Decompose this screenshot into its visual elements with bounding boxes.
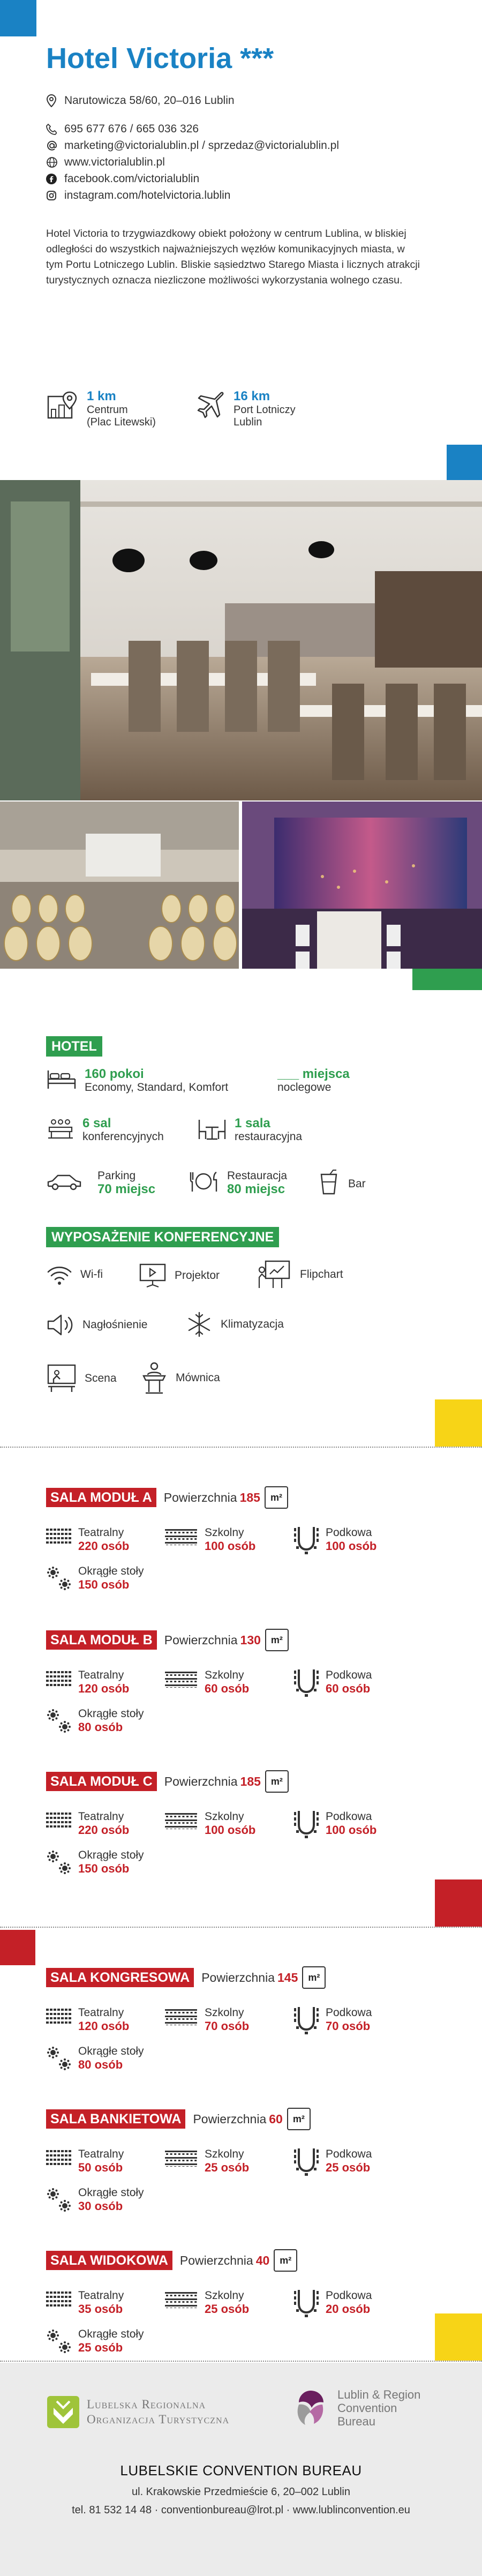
school-label: Szkolny [205,2289,244,2302]
school-label: Szkolny [205,1669,244,1681]
beds-feature [277,1067,350,1094]
wifi-item [46,1262,103,1287]
stage-item [46,1363,117,1394]
school-label: Szkolny [205,1526,244,1539]
distance-value: 1 km [87,389,116,403]
school-capacity [165,2147,249,2175]
round-tables-icon [46,1849,72,1875]
school-label: Szkolny [205,1810,244,1823]
conference-feature [46,1117,164,1144]
divider [0,2361,482,2362]
theatre-seating-icon [46,1669,72,1688]
divider [0,1447,482,1448]
horseshoe-label: Podkowa [326,2148,372,2160]
round-tables-capacity [46,2327,144,2355]
round-label: Okrągłe stoły [78,2045,144,2057]
globe-icon [46,156,64,168]
school-seating-icon [165,1669,198,1688]
horseshoe-seating-icon [293,2288,319,2318]
footer-address: ul. Krakowskie Przedmieście 6, 20–002 Lublin [132,2486,350,2498]
theatre-capacity [46,1526,129,1553]
round-tables-capacity [46,1707,144,1734]
stage-icon [46,1363,77,1394]
sound-item [46,1313,147,1337]
area-value: 185 [239,1490,260,1504]
bar-label: Bar [348,1178,366,1190]
address-row [46,92,339,109]
phone-text[interactable]: 695 677 676 / 665 036 326 [64,122,199,135]
area-label: Powierzchnia [193,2111,267,2126]
instagram-text[interactable]: instagram.com/hotelvictoria.lublin [64,189,231,201]
school-label: Szkolny [205,2006,244,2019]
aircon-label: Klimatyzacja [221,1318,284,1330]
hall-header [46,1629,289,1651]
flipchart-item [257,1259,343,1290]
lrot-logo-icon [46,2395,80,2429]
horseshoe-label: Podkowa [326,1669,372,1681]
theatre-capacity [46,1810,129,1837]
round-value: 80 osób [78,2058,123,2071]
parking-label: Parking [97,1170,136,1182]
restaurant-hall-text: restauracyjna [235,1130,303,1143]
theatre-value: 220 osób [78,1539,130,1553]
horseshoe-value: 25 osób [326,2161,371,2174]
distance-label: Port Lotniczy [234,404,296,416]
rooms-text: Economy, Standard, Komfort [85,1081,229,1094]
horseshoe-capacity [293,2145,372,2176]
theatre-label: Teatralny [78,2289,124,2302]
horseshoe-value: 20 osób [326,2302,371,2316]
facebook-row [46,170,339,187]
divider [0,1927,482,1928]
square-meter-icon: m² [265,1770,289,1793]
blue-square [447,445,482,480]
school-value: 25 osób [205,2302,250,2316]
round-value: 150 osób [78,1862,130,1875]
theatre-seating-icon [46,2007,72,2025]
snowflake-icon [185,1311,213,1338]
lrot-name-line2: Organizacja Turystyczna [87,2413,230,2426]
horseshoe-capacity [293,2004,372,2035]
horseshoe-capacity [293,1524,376,1555]
distance-label: (Plac Litewski) [87,416,156,428]
flipchart-label: Flipchart [300,1268,343,1280]
horseshoe-value: 100 osób [326,1539,377,1553]
website-text[interactable]: www.victorialublin.pl [64,155,165,168]
speaker-icon [46,1313,75,1337]
phone-icon [46,123,64,135]
footer-contact[interactable]: tel. 81 532 14 48 · conventionbureau@lrot.pl · www.lublinconvention.eu [72,2504,410,2516]
horseshoe-label: Podkowa [326,1810,372,1823]
restaurant-feature [187,1169,287,1197]
plate-cutlery-icon [187,1169,219,1197]
beds-text: noclegowe [277,1081,332,1094]
hall-header [46,1486,288,1509]
square-meter-icon: m² [302,1966,326,1989]
projector-item [138,1262,220,1289]
school-value: 100 osób [205,1539,256,1553]
horseshoe-value: 70 osób [326,2019,371,2033]
flipchart-icon [257,1259,292,1290]
area-value: 185 [240,1774,261,1788]
footer [0,2363,482,2576]
banquet-room-photo [242,802,482,969]
address-text: Narutowicza 58/60, 20–016 Lublin [64,94,235,107]
round-tables-icon [46,2187,72,2213]
horseshoe-label: Podkowa [326,2006,372,2019]
red-square [0,1930,35,1965]
theatre-seating-icon [46,2148,72,2167]
horseshoe-capacity [293,2287,372,2318]
glass-icon [318,1169,340,1199]
projector-label: Projektor [175,1269,220,1282]
wifi-label: Wi-fi [80,1268,103,1280]
horseshoe-seating-icon [293,1525,319,1555]
lectern-icon [140,1361,168,1395]
school-capacity [165,2289,249,2316]
restaurant-hall-feature [197,1117,302,1144]
horseshoe-seating-icon [293,2146,319,2176]
round-tables-icon [46,1566,72,1591]
horseshoe-value: 60 osób [326,1682,371,1695]
area-value: 60 [269,2111,283,2126]
hall-header [46,1770,289,1793]
facebook-icon [46,174,64,184]
blue-square [0,0,36,36]
hall-header [46,2108,311,2130]
round-label: Okrągłe stoły [78,2328,144,2340]
horseshoe-capacity [293,1666,372,1697]
car-icon [46,1173,82,1195]
lcb-name-line2: Convention [337,2401,397,2415]
restaurant-label: Restauracja [227,1170,288,1182]
theatre-label: Teatralny [78,1526,124,1539]
theatre-value: 120 osób [78,1682,130,1695]
restaurant-value: 80 miejsc [227,1182,285,1196]
theatre-value: 50 osób [78,2161,123,2174]
theatre-capacity [46,2147,124,2175]
distance-label: Lublin [234,416,262,428]
beds-value: ___ miejsca [277,1067,350,1081]
school-value: 100 osób [205,1823,256,1837]
hall-header [46,2249,297,2272]
square-meter-icon: m² [265,1486,288,1509]
hotel-description: Hotel Victoria to trzygwiazdkowy obiekt położony w centrum Lublina, w bliskiej odległości do wszystkich najważniejszych węzłów komunikacyjnych miasta, w tym Portu Lotniczego Lublin. Bliskie sąsiedztwo Starego Miasta i licznych atrakcji turystycznych oznacza niezliczone możliwości wykorzystania wolnego czasu. [46,228,420,286]
distance-label: Centrum [87,404,128,416]
aircon-item [185,1311,284,1338]
email-text[interactable]: marketing@victorialublin.pl / sprzedaz@victorialublin.pl [64,139,340,152]
red-square [435,1879,482,1927]
map-pin-icon [46,94,64,107]
lrot-logo [46,2395,229,2429]
hall-name: SALA BANKIETOWA [46,2109,185,2129]
area-label: Powierzchnia [164,1633,238,1647]
round-tables-icon [46,2046,72,2071]
rooms-feature [46,1067,228,1095]
distance-center [46,389,156,429]
parking-feature [46,1169,155,1196]
theatre-seating-icon [46,1527,72,1545]
school-seating-icon [165,1811,198,1829]
dining-table-icon [197,1117,227,1144]
email-row [46,137,339,154]
conference-room-photo [0,802,239,969]
projector-icon [138,1262,167,1289]
distance-airport [193,389,296,429]
hall-name: SALA MODUŁ C [46,1772,157,1791]
theatre-label: Teatralny [78,2006,124,2019]
school-value: 25 osób [205,2161,250,2174]
school-seating-icon [165,2007,198,2025]
yellow-square [435,1399,482,1447]
website-row [46,154,339,170]
round-value: 80 osób [78,1720,123,1734]
school-capacity [165,1668,249,1696]
bar-feature [318,1169,366,1199]
lectern-label: Mównica [176,1372,220,1384]
instagram-icon [46,190,64,201]
area-label: Powierzchnia [163,1490,237,1504]
parking-value: 70 miejsc [97,1182,156,1196]
lcb-logo [289,2386,420,2429]
area-value: 130 [240,1633,261,1647]
theatre-value: 120 osób [78,2019,130,2033]
equipment-section-title: WYPOSAŻENIE KONFERENCYJNE [46,1227,279,1247]
round-label: Okrągłe stoły [78,1849,144,1861]
school-capacity [165,2006,249,2033]
round-tables-capacity [46,1848,144,1876]
theatre-label: Teatralny [78,1669,124,1681]
school-seating-icon [165,1527,198,1545]
round-tables-icon [46,2328,72,2354]
facebook-text[interactable]: facebook.com/victorialublin [64,172,200,185]
theatre-capacity [46,2289,124,2316]
horseshoe-label: Podkowa [326,1526,372,1539]
conference-value: 6 sal [82,1116,111,1130]
airplane-icon [193,389,226,425]
hotel-section-title: HOTEL [46,1036,102,1057]
instagram-row [46,187,339,204]
hall-name: SALA KONGRESOWA [46,1968,194,1987]
area-label: Powierzchnia [201,1970,275,1985]
horseshoe-seating-icon [293,1809,319,1839]
school-value: 60 osób [205,1682,250,1695]
wifi-icon [46,1262,73,1287]
school-seating-icon [165,2290,198,2308]
round-tables-capacity [46,1564,144,1592]
round-label: Okrągłe stoły [78,1708,144,1720]
school-capacity [165,1810,255,1837]
theatre-seating-icon [46,1811,72,1829]
square-meter-icon: m² [265,1629,289,1651]
round-value: 25 osób [78,2341,123,2354]
school-capacity [165,1526,255,1553]
school-value: 70 osób [205,2019,250,2033]
square-meter-icon: m² [274,2249,297,2272]
lcb-logo-icon [289,2386,332,2429]
round-value: 150 osób [78,1578,130,1591]
area-label: Powierzchnia [179,2253,253,2267]
square-meter-icon: m² [287,2108,311,2130]
hall-header [46,1966,326,1989]
lrot-name-line1: Lubelska Regionalna [87,2398,206,2411]
restaurant-photo [0,480,482,800]
area-value: 40 [255,2253,270,2267]
distance-value: 16 km [234,389,270,403]
theatre-label: Teatralny [78,1810,124,1823]
footer-org: LUBELSKIE CONVENTION BUREAU [120,2462,362,2478]
horseshoe-seating-icon [293,2005,319,2035]
yellow-square [435,2313,482,2361]
conference-table-icon [46,1117,75,1144]
horseshoe-label: Podkowa [326,2289,372,2302]
theatre-label: Teatralny [78,2148,124,2160]
hall-name: SALA WIDOKOWA [46,2251,172,2270]
page-title: Hotel Victoria *** [46,42,274,74]
hall-name: SALA MODUŁ A [46,1488,156,1507]
horseshoe-capacity [293,1808,376,1839]
at-icon [46,140,64,152]
round-label: Okrągłe stoły [78,1565,144,1577]
theatre-value: 220 osób [78,1823,130,1837]
lcb-name-line1: Lublin & Region [337,2387,421,2401]
round-tables-capacity [46,2186,144,2213]
lectern-item [140,1361,220,1395]
horseshoe-value: 100 osób [326,1823,377,1837]
school-label: Szkolny [205,2148,244,2160]
area-label: Powierzchnia [164,1774,238,1788]
restaurant-hall-value: 1 sala [235,1116,270,1130]
theatre-capacity [46,2006,129,2033]
round-value: 30 osób [78,2199,123,2213]
area-value: 145 [277,1970,298,1985]
contact-block [46,92,339,204]
phone-row [46,121,339,137]
school-seating-icon [165,2148,198,2167]
hall-name: SALA MODUŁ B [46,1630,157,1650]
theatre-value: 35 osób [78,2302,123,2316]
round-tables-capacity [46,2045,144,2072]
bed-icon [46,1067,77,1095]
sound-label: Nagłośnienie [82,1319,148,1331]
round-tables-icon [46,1708,72,1734]
theatre-capacity [46,1668,129,1696]
rooms-value: 160 pokoi [85,1067,144,1081]
stage-label: Scena [85,1372,117,1384]
city-map-icon [46,389,79,425]
theatre-seating-icon [46,2290,72,2308]
horseshoe-seating-icon [293,1667,319,1697]
lcb-name-line3: Bureau [337,2414,375,2428]
round-label: Okrągłe stoły [78,2186,144,2199]
conference-text: konferencyjnych [82,1130,164,1143]
